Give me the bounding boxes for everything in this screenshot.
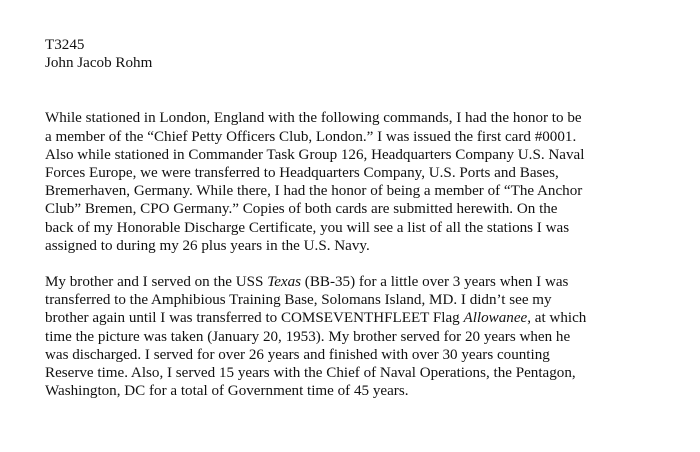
text-line: back of my Honorable Discharge Certificate, you will see a list of all the stations I was — [45, 219, 570, 236]
text-line: Club” Bremen, CPO Germany.” Copies of both cards are submitted herewith. On the — [45, 201, 558, 218]
text-line: Washington, DC for a total of Government time of 45 years. — [45, 383, 409, 400]
text-segment: (BB-35) for a little over 3 years when I was — [301, 274, 569, 291]
text-line: a member of the “Chief Petty Officers Club, London.” I was issued the first card #0001. — [45, 128, 577, 145]
text-line — [45, 273, 685, 291]
text-line: time the picture was taken (January 20, 1953). My brother served for 20 years when he — [45, 328, 571, 345]
text-line: Forces Europe, we were transferred to Headquarters Company, U.S. Ports and Bases, — [45, 165, 559, 182]
text-line: While stationed in London, England with the following commands, I had the honor to be — [45, 110, 582, 127]
document-page — [45, 36, 685, 400]
paragraph-brother-service — [45, 273, 685, 400]
text-line: Reserve time. Also, I served 15 years with the Chief of Naval Operations, the Pentagon, — [45, 365, 576, 382]
flagship-name: Allowanee — [463, 310, 528, 327]
paragraph-london-service — [45, 109, 685, 255]
text-line: assigned to during my 26 plus years in the U.S. Navy. — [45, 237, 370, 254]
text-line — [45, 309, 685, 327]
text-line: Bremerhaven, Germany. While there, I had the honor of being a member of “The Anchor — [45, 183, 583, 200]
document-id: T3245 — [45, 37, 85, 53]
text-segment: , at which — [527, 310, 587, 327]
text-segment: brother again until I was transferred to COMSEVENTHFLEET Flag — [45, 310, 464, 327]
text-line: transferred to the Amphibious Training Base, Solomans Island, MD. I didn’t see my — [45, 292, 552, 309]
ship-name: Texas — [267, 274, 302, 291]
text-line: Also while stationed in Commander Task Group 126, Headquarters Company U.S. Naval — [45, 146, 585, 163]
text-line: was discharged. I served for over 26 years and finished with over 30 years counting — [45, 346, 550, 363]
author-name: John Jacob Rohm — [45, 55, 153, 72]
text-segment: My brother and I served on the USS — [45, 274, 268, 291]
